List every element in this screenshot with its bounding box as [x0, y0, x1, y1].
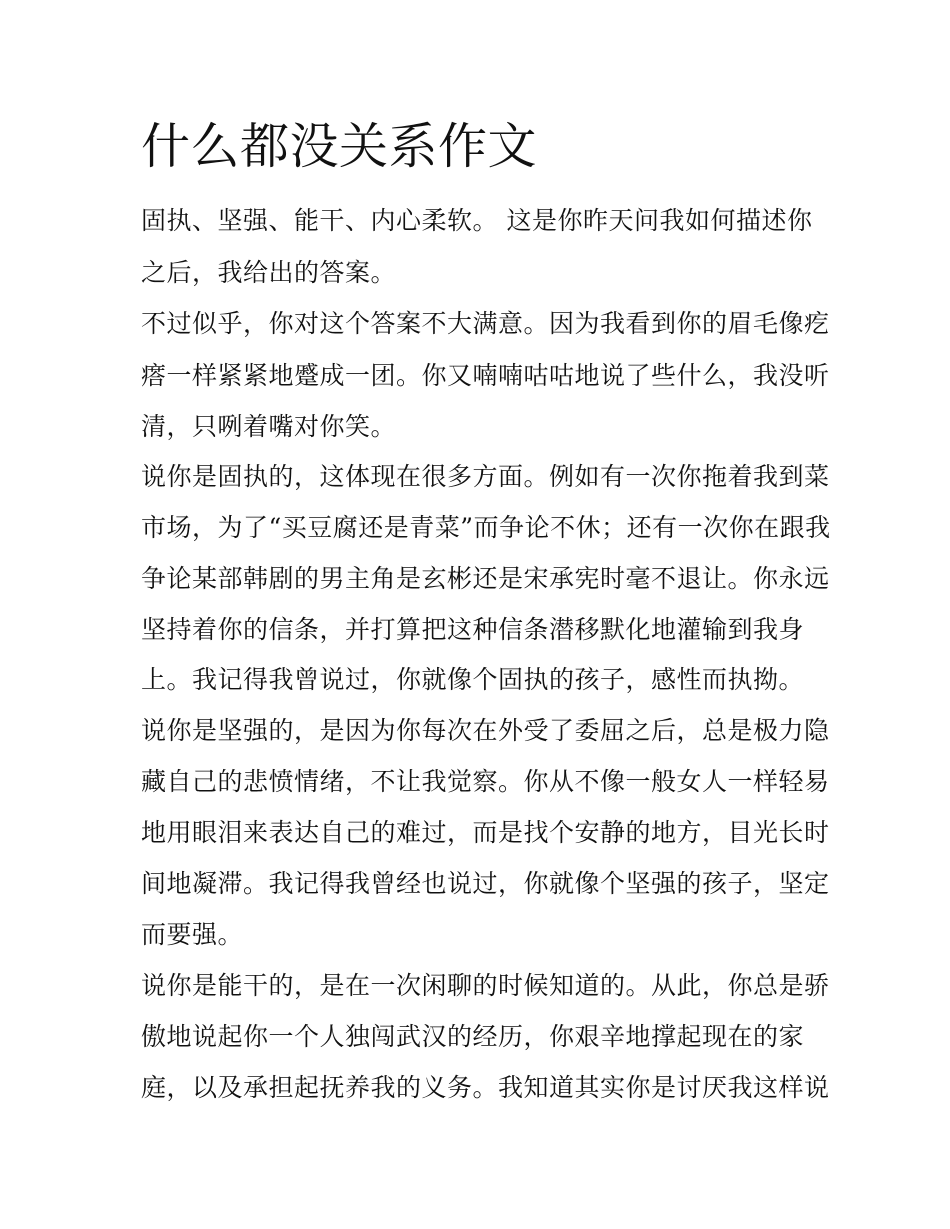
text-line: 瘩一样紧紧地蹙成一团。你又喃喃咕咕地说了些什么，我没听 [141, 361, 830, 390]
text-line: 不过似乎，你对这个答案不大满意。因为我看到你的眉毛像疙 [141, 309, 830, 338]
text-line: 固执、坚强、能干、内心柔软。 这是你昨天问我如何描述你 [141, 206, 813, 235]
text-line: 说你是固执的，这体现在很多方面。例如有一次你拖着我到菜 [141, 462, 830, 491]
text-line: 争论某部韩剧的男主角是玄彬还是宋承宪时毫不退让。你永远 [141, 564, 830, 593]
text-line: 说你是坚强的，是因为你每次在外受了委屈之后，总是极力隐 [141, 716, 830, 745]
text-line: 市场，为了“买豆腐还是青菜”而争论不休；还有一次你在跟我 [141, 513, 831, 542]
text-line: 地用眼泪来表达自己的难过，而是找个安静的地方，目光长时 [141, 818, 830, 847]
text-line: 上。我记得我曾说过，你就像个固执的孩子，感性而执拗。 [141, 665, 805, 694]
text-line: 傲地说起你一个人独闯武汉的经历，你艰辛地撑起现在的家 [141, 1022, 805, 1051]
text-line: 而要强。 [141, 920, 244, 949]
page-title: 什么都没关系作文 [141, 118, 538, 175]
text-line: 坚持着你的信条，并打算把这种信条潜移默化地灌输到我身 [141, 615, 805, 644]
text-line: 清，只咧着嘴对你笑。 [141, 412, 397, 441]
text-line: 庭，以及承担起抚养我的义务。我知道其实你是讨厌我这样说 [141, 1073, 830, 1102]
text-line: 藏自己的悲愤情绪，不让我觉察。你从不像一般女人一样轻易 [141, 767, 830, 796]
text-line: 之后，我给出的答案。 [141, 258, 397, 287]
text-line: 说你是能干的，是在一次闲聊的时候知道的。从此，你总是骄 [141, 971, 830, 1000]
text-line: 间地凝滞。我记得我曾经也说过，你就像个坚强的孩子，坚定 [141, 869, 830, 898]
